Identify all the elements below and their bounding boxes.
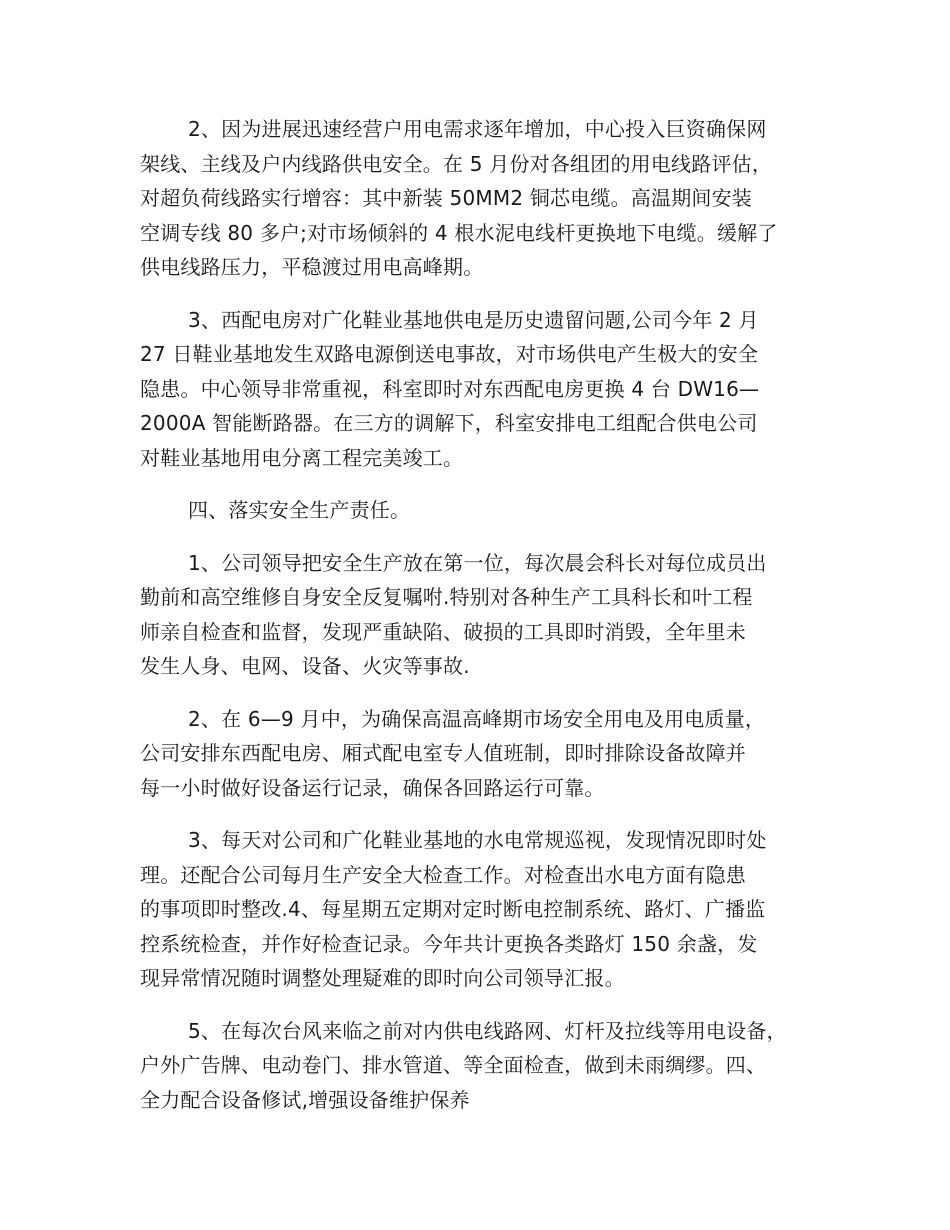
- text-line: 2000A 智能断路器。在三方的调解下，科室安排电工组配合供电公司: [140, 411, 758, 435]
- text-line: 2、在 6—9 月中，为确保高温高峰期市场安全用电及用电质量，: [188, 706, 766, 731]
- text-line: 公司安排东西配电房、厢式配电室专人值班制，即时排除设备故障并: [140, 741, 746, 765]
- text-line: 5、在每次台风来临之前对内供电线路网、灯杆及拉线等用电设备，: [188, 1018, 787, 1043]
- text-line: 3、每天对公司和广化鞋业基地的水电常规巡视，发现情况即时处: [188, 828, 767, 852]
- text-line: 每一小时做好设备运行记录，确保各回路运行可靠。: [140, 775, 605, 800]
- text-line: 架线、主线及户内线路供电安全。在 5 月份对各组团的用电线路评估，: [140, 151, 773, 176]
- text-line: 全力配合设备修试,增强设备维护保养: [140, 1087, 470, 1112]
- text-line: 控系统检查，并作好检查记录。今年共计更换各类路灯 150 余盏，发: [140, 931, 758, 956]
- text-line: 师亲自检查和监督，发现严重缺陷、破损的工具即时消毁，全年里未: [140, 619, 746, 644]
- text-line: 对超负荷线路实行增容：其中新装 50MM2 铜芯电缆。高温期间安装: [140, 186, 752, 210]
- text-line: 户外广告牌、电动卷门、排水管道、等全面检查，做到未雨绸缪。四、: [140, 1053, 767, 1077]
- text-line: 1、公司领导把安全生产放在第一位，每次晨会科长对每位成员出: [188, 550, 767, 575]
- text-line: 发生人身、电网、设备、火灾等事故.: [140, 654, 470, 678]
- paragraph-summer-duty: [140, 702, 830, 806]
- text-line: 供电线路压力，平稳渡过用电高峰期。: [140, 255, 484, 279]
- text-line: 隐患。中心领导非常重视，科室即时对东西配电房更换 4 台 DW16—: [140, 376, 760, 401]
- text-line: 现异常情况随时调整处理疑难的即时向公司领导汇报。: [140, 966, 625, 990]
- paragraph-west-substation: [140, 303, 830, 476]
- paragraph-daily-patrol: [140, 823, 830, 996]
- section-heading: [140, 493, 830, 528]
- paragraph-power-grid-upgrade: [140, 112, 830, 285]
- text-line: 理。还配合公司每月生产安全大检查工作。对检查出水电方面有隐患: [140, 862, 746, 887]
- text-line: 空调专线 80 多户;对市场倾斜的 4 根水泥电线杆更换地下电缆。缓解了: [140, 220, 778, 245]
- paragraph-typhoon-check: [140, 1014, 830, 1118]
- text-line: 的事项即时整改.4、每星期五定期对定时断电控制系统、路灯、广播监: [140, 897, 766, 921]
- section-heading-text: 四、落实安全生产责任。: [188, 498, 411, 522]
- text-line: 对鞋业基地用电分离工程完美竣工。: [140, 445, 464, 470]
- text-line: 勤前和高空维修自身安全反复嘱咐.特别对各种生产工具科长和叶工程: [140, 585, 753, 609]
- paragraph-safety-first: [140, 546, 830, 684]
- text-line: 27 日鞋业基地发生双路电源倒送电事故，对市场供电产生极大的安全: [140, 342, 759, 366]
- text-line: 3、西配电房对广化鞋业基地供电是历史遗留问题,公司今年 2 月: [188, 307, 759, 332]
- text-line: 2、因为进展迅速经营户用电需求逐年增加，中心投入巨资确保网: [188, 117, 767, 141]
